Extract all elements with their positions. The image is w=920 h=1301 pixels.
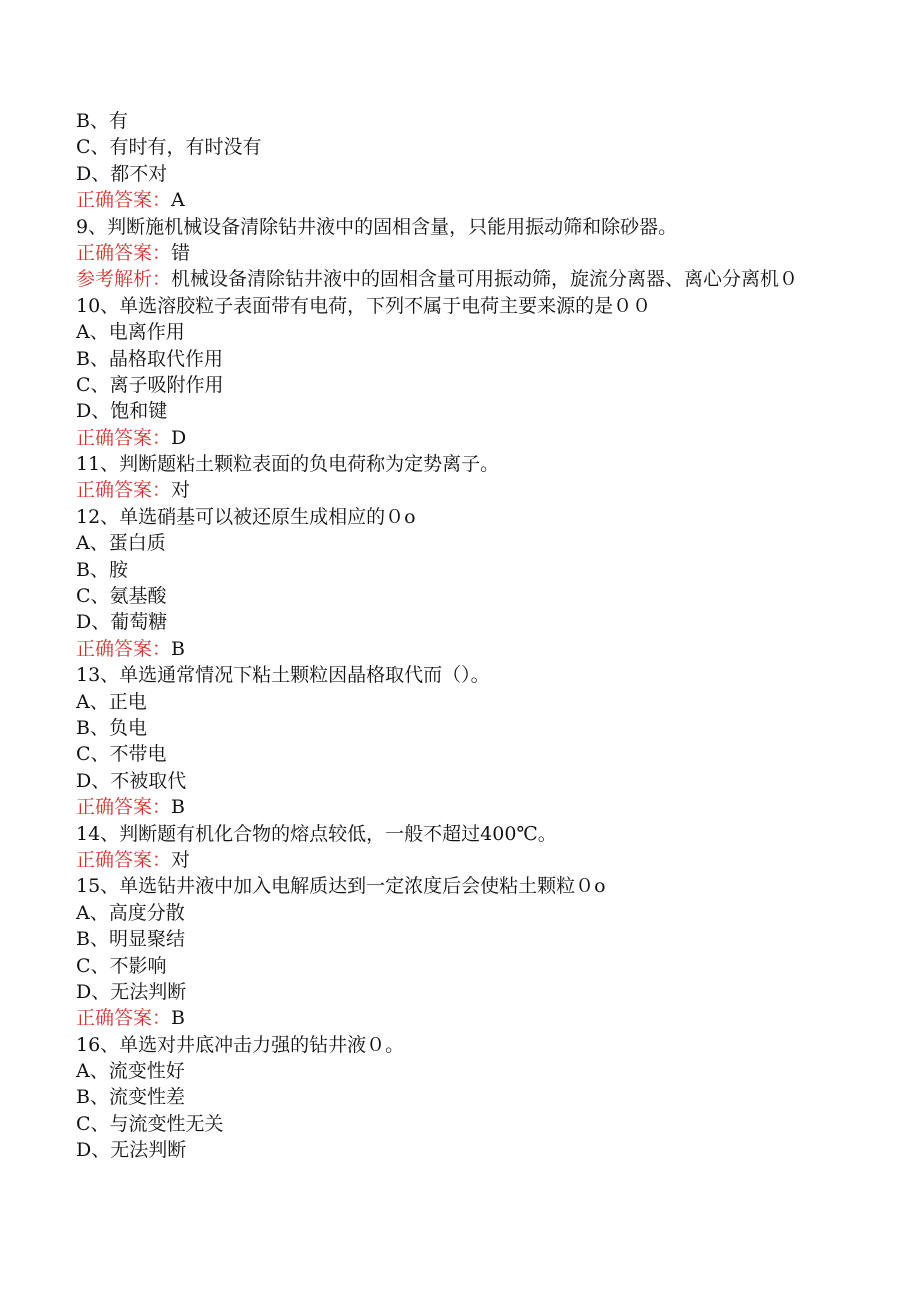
question-line: 16、单选对井底冲击力强的钻井液０。 (76, 1033, 405, 1056)
document-page (76, 108, 836, 1164)
option-line: A、正电 (76, 690, 147, 713)
answer-line (76, 636, 836, 662)
option-line: A、流变性好 (76, 1060, 185, 1083)
option-line: D、无法判断 (76, 1139, 187, 1162)
answer-label: 正确答案： (76, 1007, 172, 1030)
answer-line (76, 187, 836, 213)
analysis-line (76, 266, 836, 292)
option-line: C、有时有，有时没有 (76, 136, 262, 159)
question-line: 13、单选通常情况下粘土颗粒因晶格取代而（）。 (76, 664, 490, 687)
answer-line (76, 794, 836, 820)
analysis-label: 参考解析： (76, 268, 172, 291)
answer-label: 正确答案： (76, 479, 172, 502)
option-line: C、氨基酸 (76, 585, 167, 608)
option-line: C、不影响 (76, 954, 167, 977)
option-line: C、不带电 (76, 743, 167, 766)
option-line: A、蛋白质 (76, 532, 166, 555)
option-line: B、明显聚结 (76, 928, 185, 951)
answer-value: D (171, 426, 187, 449)
answer-value: B (171, 1007, 185, 1030)
option-line: B、胺 (76, 558, 128, 581)
option-line: D、饱和键 (76, 400, 168, 423)
option-line: D、葡萄糖 (76, 611, 168, 634)
answer-label: 正确答案： (76, 796, 172, 819)
question-line: 10、单选溶胶粒子表面带有电荷，下列不属于电荷主要来源的是００ (76, 294, 652, 317)
answer-label: 正确答案： (76, 189, 172, 212)
question-line: 14、判断题有机化合物的熔点较低，一般不超过400℃。 (76, 822, 557, 845)
answer-line (76, 847, 836, 873)
answer-line (76, 240, 836, 266)
answer-value: B (171, 637, 185, 660)
answer-value: B (171, 796, 185, 819)
option-line: B、流变性差 (76, 1086, 185, 1109)
option-line: B、负电 (76, 717, 147, 739)
answer-label: 正确答案： (76, 637, 172, 660)
answer-value: 错 (171, 241, 191, 264)
option-line: A、高度分散 (76, 901, 185, 924)
answer-value: 对 (171, 848, 191, 871)
option-line: B、有 (76, 110, 128, 132)
option-line: C、离子吸附作用 (76, 373, 224, 396)
question-line: 11、判断题粘土颗粒表面的负电荷称为定势离子。 (76, 453, 500, 476)
answer-label: 正确答案： (76, 848, 172, 871)
option-line: C、与流变性无关 (76, 1112, 224, 1135)
question-line: 9、判断施机械设备清除钻井液中的固相含量，只能用振动筛和除砂器。 (76, 215, 678, 238)
answer-line (76, 1005, 836, 1031)
answer-label: 正确答案： (76, 426, 172, 449)
answer-line (76, 425, 836, 451)
question-line: 12、单选硝基可以被还原生成相应的０o (76, 505, 416, 528)
answer-line (76, 477, 836, 503)
option-line: D、不被取代 (76, 769, 187, 792)
answer-value: A (171, 189, 185, 212)
answer-value: 对 (171, 479, 191, 502)
answer-label: 正确答案： (76, 241, 172, 264)
option-line: D、无法判断 (76, 980, 187, 1003)
question-line: 15、单选钻井液中加入电解质达到一定浓度后会使粘土颗粒０o (76, 875, 606, 898)
analysis-text: 机械设备清除钻井液中的固相含量可用振动筛，旋流分离器、离心分离机０ (171, 268, 799, 291)
option-line: A、电离作用 (76, 321, 185, 344)
option-line: D、都不对 (76, 162, 168, 185)
option-line: B、晶格取代作用 (76, 347, 223, 370)
